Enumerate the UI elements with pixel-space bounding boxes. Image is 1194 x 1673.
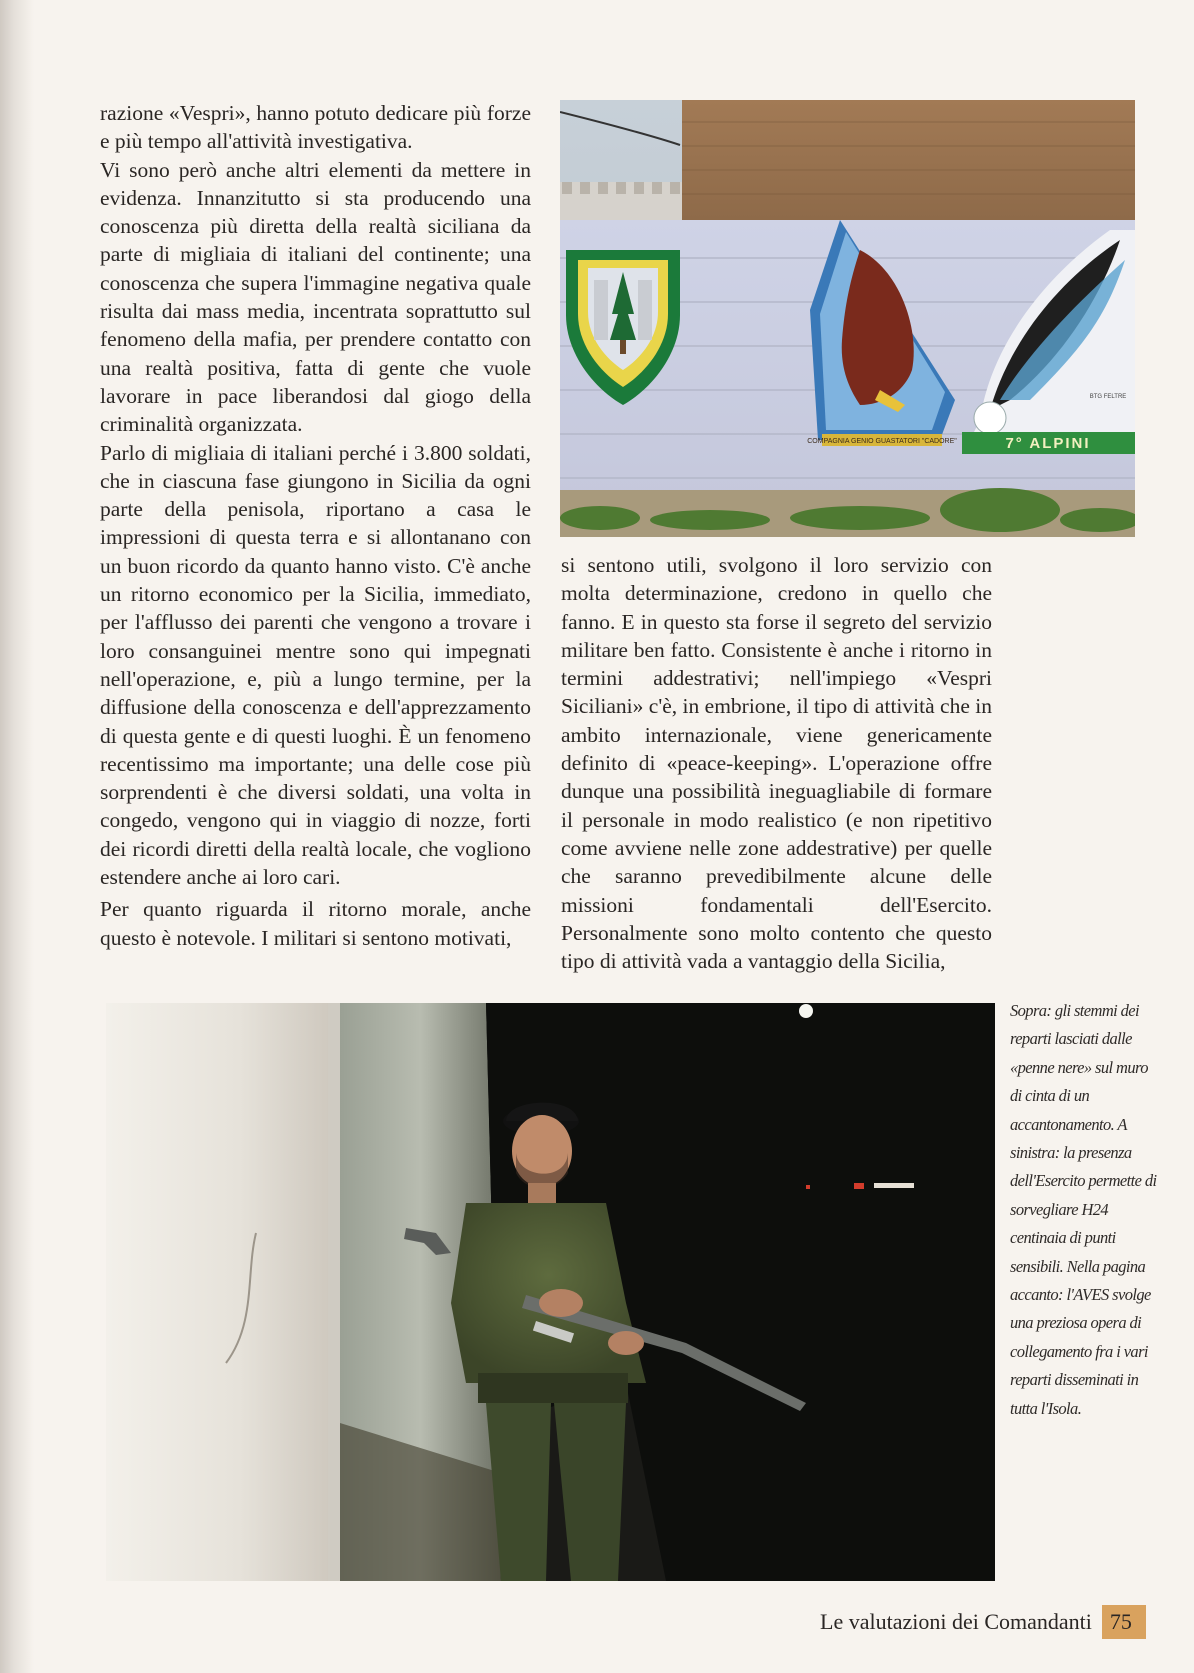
feather-emblem-banner: 7° ALPINI — [1005, 435, 1091, 452]
paragraph: razione «Vespri», hanno potuto dedicare più forze e più tempo all'attività investigativa. — [100, 101, 531, 154]
photo-emblems-wall — [560, 100, 1135, 537]
paragraph: Per quanto riguarda il ritorno morale, anche questo è notevole. I militari si sentono motivati, — [100, 897, 531, 950]
page-gutter-shadow — [0, 0, 34, 1673]
photo-soldier-guard-image — [106, 1003, 995, 1581]
photo-caption: Sopra: gli stemmi dei reparti lasciati dalle «penne nere» sul muro di cinta di un accantonamento. A sinistra: la presenza dell'Esercito permette di sorvegliare H24 centinaia di punti sensibili. Nella pagina accanto: l'AVES svolge una preziosa opera di collegamento fra i vari reparti disseminati in tutta l'Isola. — [1010, 1001, 1157, 1418]
paragraph: Parlo di migliaia di italiani perché i 3.800 soldati, che in ciascuna fase giungono in Sicilia da ogni parte della penisola, riportano a casa le impressioni di questa terra e si allontanano con un buon ricordo da quanto hanno visto. C'è anche un ritorno economico per la Sicilia, immediato, per l'afflusso dei parenti che vengono a trovare i loro consanguinei mentre sono qui impegnati nell'operazione, e, più a lungo termine, per la diffusione della conoscenza e dell'apprezzamento di questa gente e di questi luoghi. È un fenomeno recentissimo ma importante; una delle cose più sorprendenti è che diversi soldati, una volta in congedo, vengono qui in viaggio di nozze, forti dei ricordi diretti della realtà locale, che vogliono estendere anche ai loro cari. — [100, 440, 531, 890]
paragraph: Vi sono però anche altri elementi da mettere in evidenza. Innanzitutto si sta producendo una conoscenza più diretta della realtà siciliana da parte di migliaia di italiani del continente; una conoscenza che supera l'immagine negativa quale risulta dai mass media, incentrata soprattutto sul fenomeno della mafia, per prendere contatto con una realtà positiva, fatta di gente che vuole lavorare in pace liberandosi dal giogo della criminalità organizzata. — [100, 157, 531, 437]
paragraph: si sentono utili, svolgono il loro servizio con molta determinazione, credono in quello che fanno. E in questo sta forse il segreto del servizio militare ben fatto. Consistente è anche i ritorno in termini addestrativi; nell'impiego «Vespri Siciliani» c'è, in embrione, il tipo di attività che in ambito internazionale, viene genericamente definito di «peace-keeping». L'operazione offre dunque una possibilità ineguagliabile di formare il personale in modo realistico (e non ripetitivo come avviene nelle zone addestrative) per quelle che saranno prevedibilmente alcune delle missioni fondamentali dell'Esercito. Personalmente sono molto contento che questo tipo di attività vada a vantaggio della Sicilia, — [561, 553, 992, 974]
article-column-left — [100, 99, 531, 952]
photo-soldier-guard — [106, 1003, 995, 1581]
article-column-right — [561, 551, 992, 975]
page-footer — [820, 1605, 1146, 1639]
page-number: 75 — [1102, 1605, 1146, 1639]
feather-emblem-small-text: BTG FELTRE — [1089, 394, 1127, 400]
photo-emblems-wall-image — [560, 100, 1135, 537]
section-title: Le valutazioni dei Comandanti — [820, 1609, 1092, 1634]
eagle-emblem-banner: COMPAGNIA GENIO GUASTATORI "CADORE" — [807, 438, 957, 445]
